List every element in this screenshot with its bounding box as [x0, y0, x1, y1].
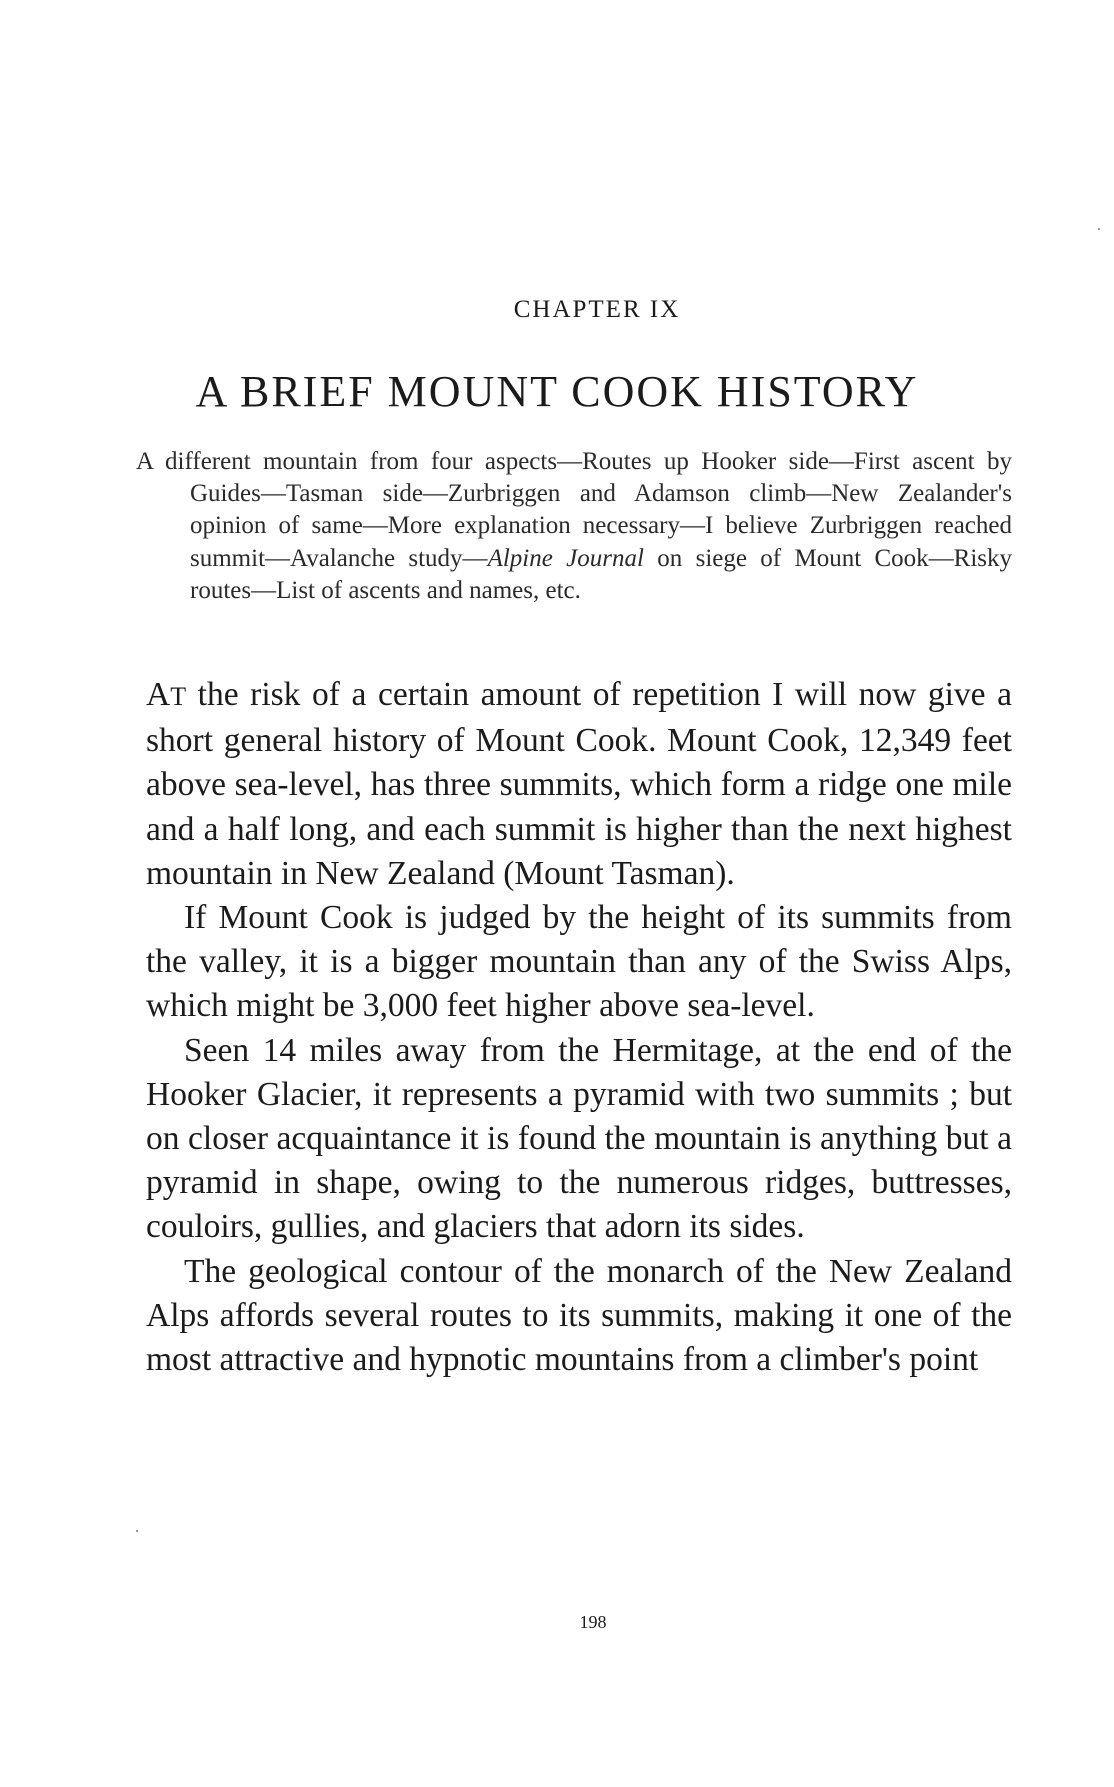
- page-number: 198: [579, 1612, 607, 1632]
- paragraph-1-smallcap: T: [170, 682, 187, 711]
- chapter-title: A BRIEF MOUNT COOK HISTORY: [195, 367, 919, 416]
- paragraph-2: If Mount Cook is judged by the height of its summits from the valley, it is a bigger mountain than any of the Swiss Alps, which might be 3,000 feet higher above sea-level.: [146, 899, 1012, 1025]
- synopsis-journal-title: Alpine Journal: [487, 544, 644, 572]
- paragraph-3: Seen 14 miles away from the Hermitage, at the end of the Hooker Glacier, it represents a pyramid with two summits ; but on closer acquaintance it is found the mountain is anything but a pyramid in shape, owing to the numerous ridges, buttresses, couloirs, gullies, and glaciers that adorn its sides.: [146, 1031, 1012, 1246]
- synopsis-text-end: on siege of Mount Cook—Risky routes—List of ascents and names, etc.: [190, 544, 1013, 604]
- paragraph-1-text: the risk of a certain amount of repetition I will now give a short general history of Mount Cook. Mount Cook, 12,349 feet above sea-level, has three summits, which form a ridge one mile and a half long, and each summit is higher than the next highest mountain in New Zealand (Mount Tasman).: [146, 676, 1012, 892]
- scan-speck: [1098, 228, 1100, 230]
- scan-speck: [136, 1530, 138, 1532]
- chapter-synopsis: [136, 446, 1012, 607]
- paragraph-1-initial: A: [146, 676, 171, 713]
- synopsis-text-start: A different mountain from four aspects—Routes up Hooker side—First ascent by Guides—Tasman side—Zurbriggen and Adamson climb—New Zealander's opinion of same—More explanation necessary—I believe Zurbriggen reached summit—Avalanche study—: [136, 448, 1012, 572]
- paragraph-4: The geological contour of the monarch of the New Zealand Alps affords several routes to its summits, making it one of the most attractive and hypnotic mountains from a climber's point: [146, 1252, 1012, 1379]
- chapter-number: CHAPTER IX: [513, 296, 681, 323]
- body-text: [146, 673, 1012, 1382]
- paragraph-1: [146, 673, 1012, 896]
